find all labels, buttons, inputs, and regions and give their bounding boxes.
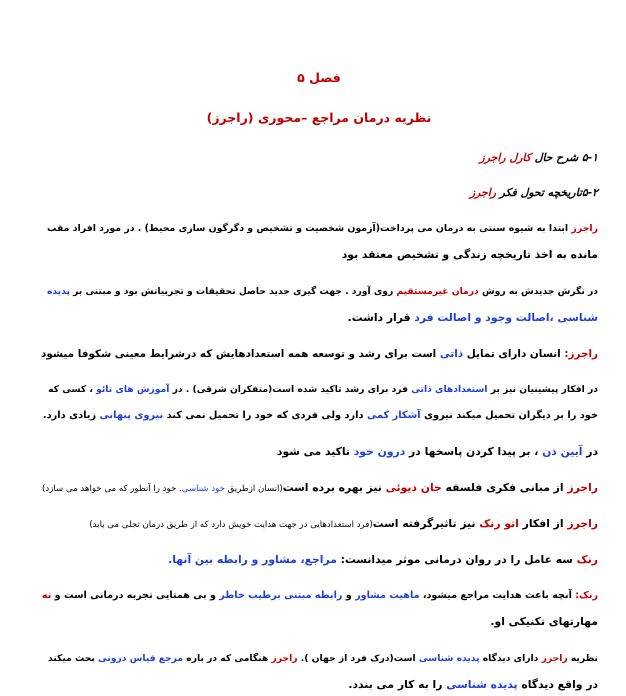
keyword-rank: رنک: (575, 590, 598, 601)
text-run: و بی همتایی تجربه درمانی است و (51, 590, 220, 601)
keyword-inner-self: درون خود (353, 445, 406, 458)
note-run: . خود را آنطور که می خواهد می سازد) (42, 484, 182, 494)
keyword-rank: رنک (576, 553, 598, 566)
text-run: نظریه (567, 653, 598, 664)
text-run: ، بر پیدا کردن پاسخها در (405, 445, 543, 458)
text-run: از مبانی فکری فلسفه (441, 481, 568, 494)
text-run: روی آورد . جهت گیری جدید حاصل تحقیقات و تجربیاتش بود و مبتنی بر (69, 286, 397, 297)
keyword-tao-teachings: آموزش های تائو (96, 384, 170, 395)
section-number: ۵-۱ شرح حال (530, 151, 598, 164)
chapter-title: نظریه درمان مراجع –محوری (راجرز) (206, 110, 432, 125)
paragraph-9-line-2 (490, 615, 598, 629)
keyword-innate: ذاتی (439, 348, 464, 360)
text-run: در (582, 445, 598, 458)
keyword-rogers: راجرز (541, 653, 568, 664)
paragraph-1-line-2 (342, 248, 598, 262)
text-run: در افکار پیشینیان نیز بر (487, 384, 598, 395)
paragraph-10-line-1 (48, 652, 598, 666)
text-run: دارای دیدگاه (479, 653, 542, 664)
keyword-willing-relationship: رابطه مبتنی برطیب خاطر (219, 590, 343, 601)
text-run: قرار داشت. (347, 311, 415, 324)
text-run: آنچه باعث هدایت مراجع میشود، (419, 590, 576, 601)
text-run: از افکار (518, 517, 568, 530)
text-run: در نگرش جدیدش به روش (478, 286, 598, 297)
text-run: بحث میکند (47, 653, 99, 664)
paragraph-8 (168, 553, 598, 567)
keyword-internal-frame: مرجع قیاس درونی (98, 653, 184, 664)
text-run: نیز بهره برده است (282, 481, 386, 494)
section-number: ۵-۲تاریخچه تحول فکر (495, 186, 598, 199)
paragraph-1-line-1 (47, 222, 598, 236)
keyword-rogers: راجرز (567, 481, 598, 494)
text-run: نیز تاثیرگرفته است (372, 517, 480, 530)
keyword-counselor-nature: ماهیت مشاور (355, 590, 420, 601)
text-run: ابتدا به شیوه سنتی به درمان می پرداخت(آزمون شخصیت و تشخیص و دگرگون سازی محیط) . در مورد افراد مقب (46, 223, 572, 234)
text-run: زیادی دارد. (42, 410, 100, 421)
text-run: است(درک فرد از جهان ). (297, 653, 419, 664)
keyword-zen: آیین ذن (542, 445, 583, 458)
keyword-phenomenology: پدیده شناسی (446, 678, 518, 691)
text-run: مهارتهای تکنیکی او. (490, 615, 598, 628)
keyword-innate-talents: استعدادهای ذاتی (411, 384, 488, 395)
keyword-john-dewey: جان دیوئی (385, 481, 442, 494)
paragraph-9-line-1 (42, 589, 598, 603)
keyword-rogers: راجرز (271, 653, 298, 664)
paragraph-2-line-2 (348, 311, 598, 325)
paragraph-5 (277, 445, 598, 459)
note-run: (انسان ازطریق (224, 484, 283, 494)
keyword-indirect-therapy: درمان غیرمستقیم (396, 286, 479, 297)
keyword-phenomenology: پدیده شناسی (418, 653, 480, 664)
section-heading-5-2 (470, 186, 598, 200)
paragraph-4-line-2 (43, 409, 598, 423)
text-run: سه عامل را در روان درمانی موثر میدانست: (336, 553, 577, 566)
paragraph-10-line-2 (348, 678, 598, 692)
text-run: ، کسی که (48, 384, 97, 395)
keyword-rogers: راجرز: (564, 348, 598, 360)
section-heading-5-1 (480, 151, 598, 165)
text-run: و (342, 590, 356, 601)
keyword-visible-force: آشکار کمی (366, 410, 421, 421)
keyword-rogers: راجرز (567, 517, 598, 530)
text-run: در واقع دیدگاه (517, 678, 598, 691)
keyword-rogers: راجرز (571, 223, 598, 234)
section-name: کارل راجرز (479, 151, 531, 164)
keyword-phenomenology: شناسی ،اصالت وجود و اصالت فرد (414, 311, 598, 324)
text-run: مانده به اخذ تاریخچه زندگی و تشخیص معتقد بود (341, 248, 598, 261)
keyword-three-factors: مراجع، مشاور و رابطه بین آنها. (168, 553, 337, 566)
note-run: (فرد استعدادهایی در جهت هدایت خویش دارد که از طریق درمان تجلی می یابد) (89, 520, 373, 530)
text-run: دارد ولی فردی که خود را تحمیل نمی کند (163, 410, 367, 421)
chapter-heading: فصل ۵ (297, 70, 341, 85)
paragraph-4-line-1 (48, 383, 598, 397)
text-run: خود را بر دیگران تحمیل میکند نیروی (420, 410, 598, 421)
text-run: انسان دارای تمایل (463, 348, 565, 360)
keyword-self-knowledge: خود شناسی (181, 484, 225, 494)
keyword-phenomenon: پدیده (46, 286, 70, 297)
page-content (40, 0, 598, 696)
text-run: هنگامی که در باره (183, 653, 272, 664)
keyword-otto-rank: اتو رنک (479, 517, 519, 530)
paragraph-3 (41, 347, 598, 361)
paragraph-7 (89, 517, 598, 532)
paragraph-2-line-1 (47, 285, 598, 299)
keyword-not: نه (41, 590, 52, 601)
text-run: را به کار می بندد. (348, 678, 447, 691)
text-run: تاکید می شود (276, 445, 354, 458)
text-run: است برای رشد و توسعه همه استعدادهایش که درشرایط معینی شکوفا میشود (41, 348, 440, 360)
keyword-hidden-force: نیروی پنهانی (99, 410, 164, 421)
text-run: فرد برای رشد تاکید شده است(متفکران شرقی) . در (169, 384, 412, 395)
paragraph-6 (42, 481, 598, 496)
section-name: راجرز (469, 186, 496, 199)
